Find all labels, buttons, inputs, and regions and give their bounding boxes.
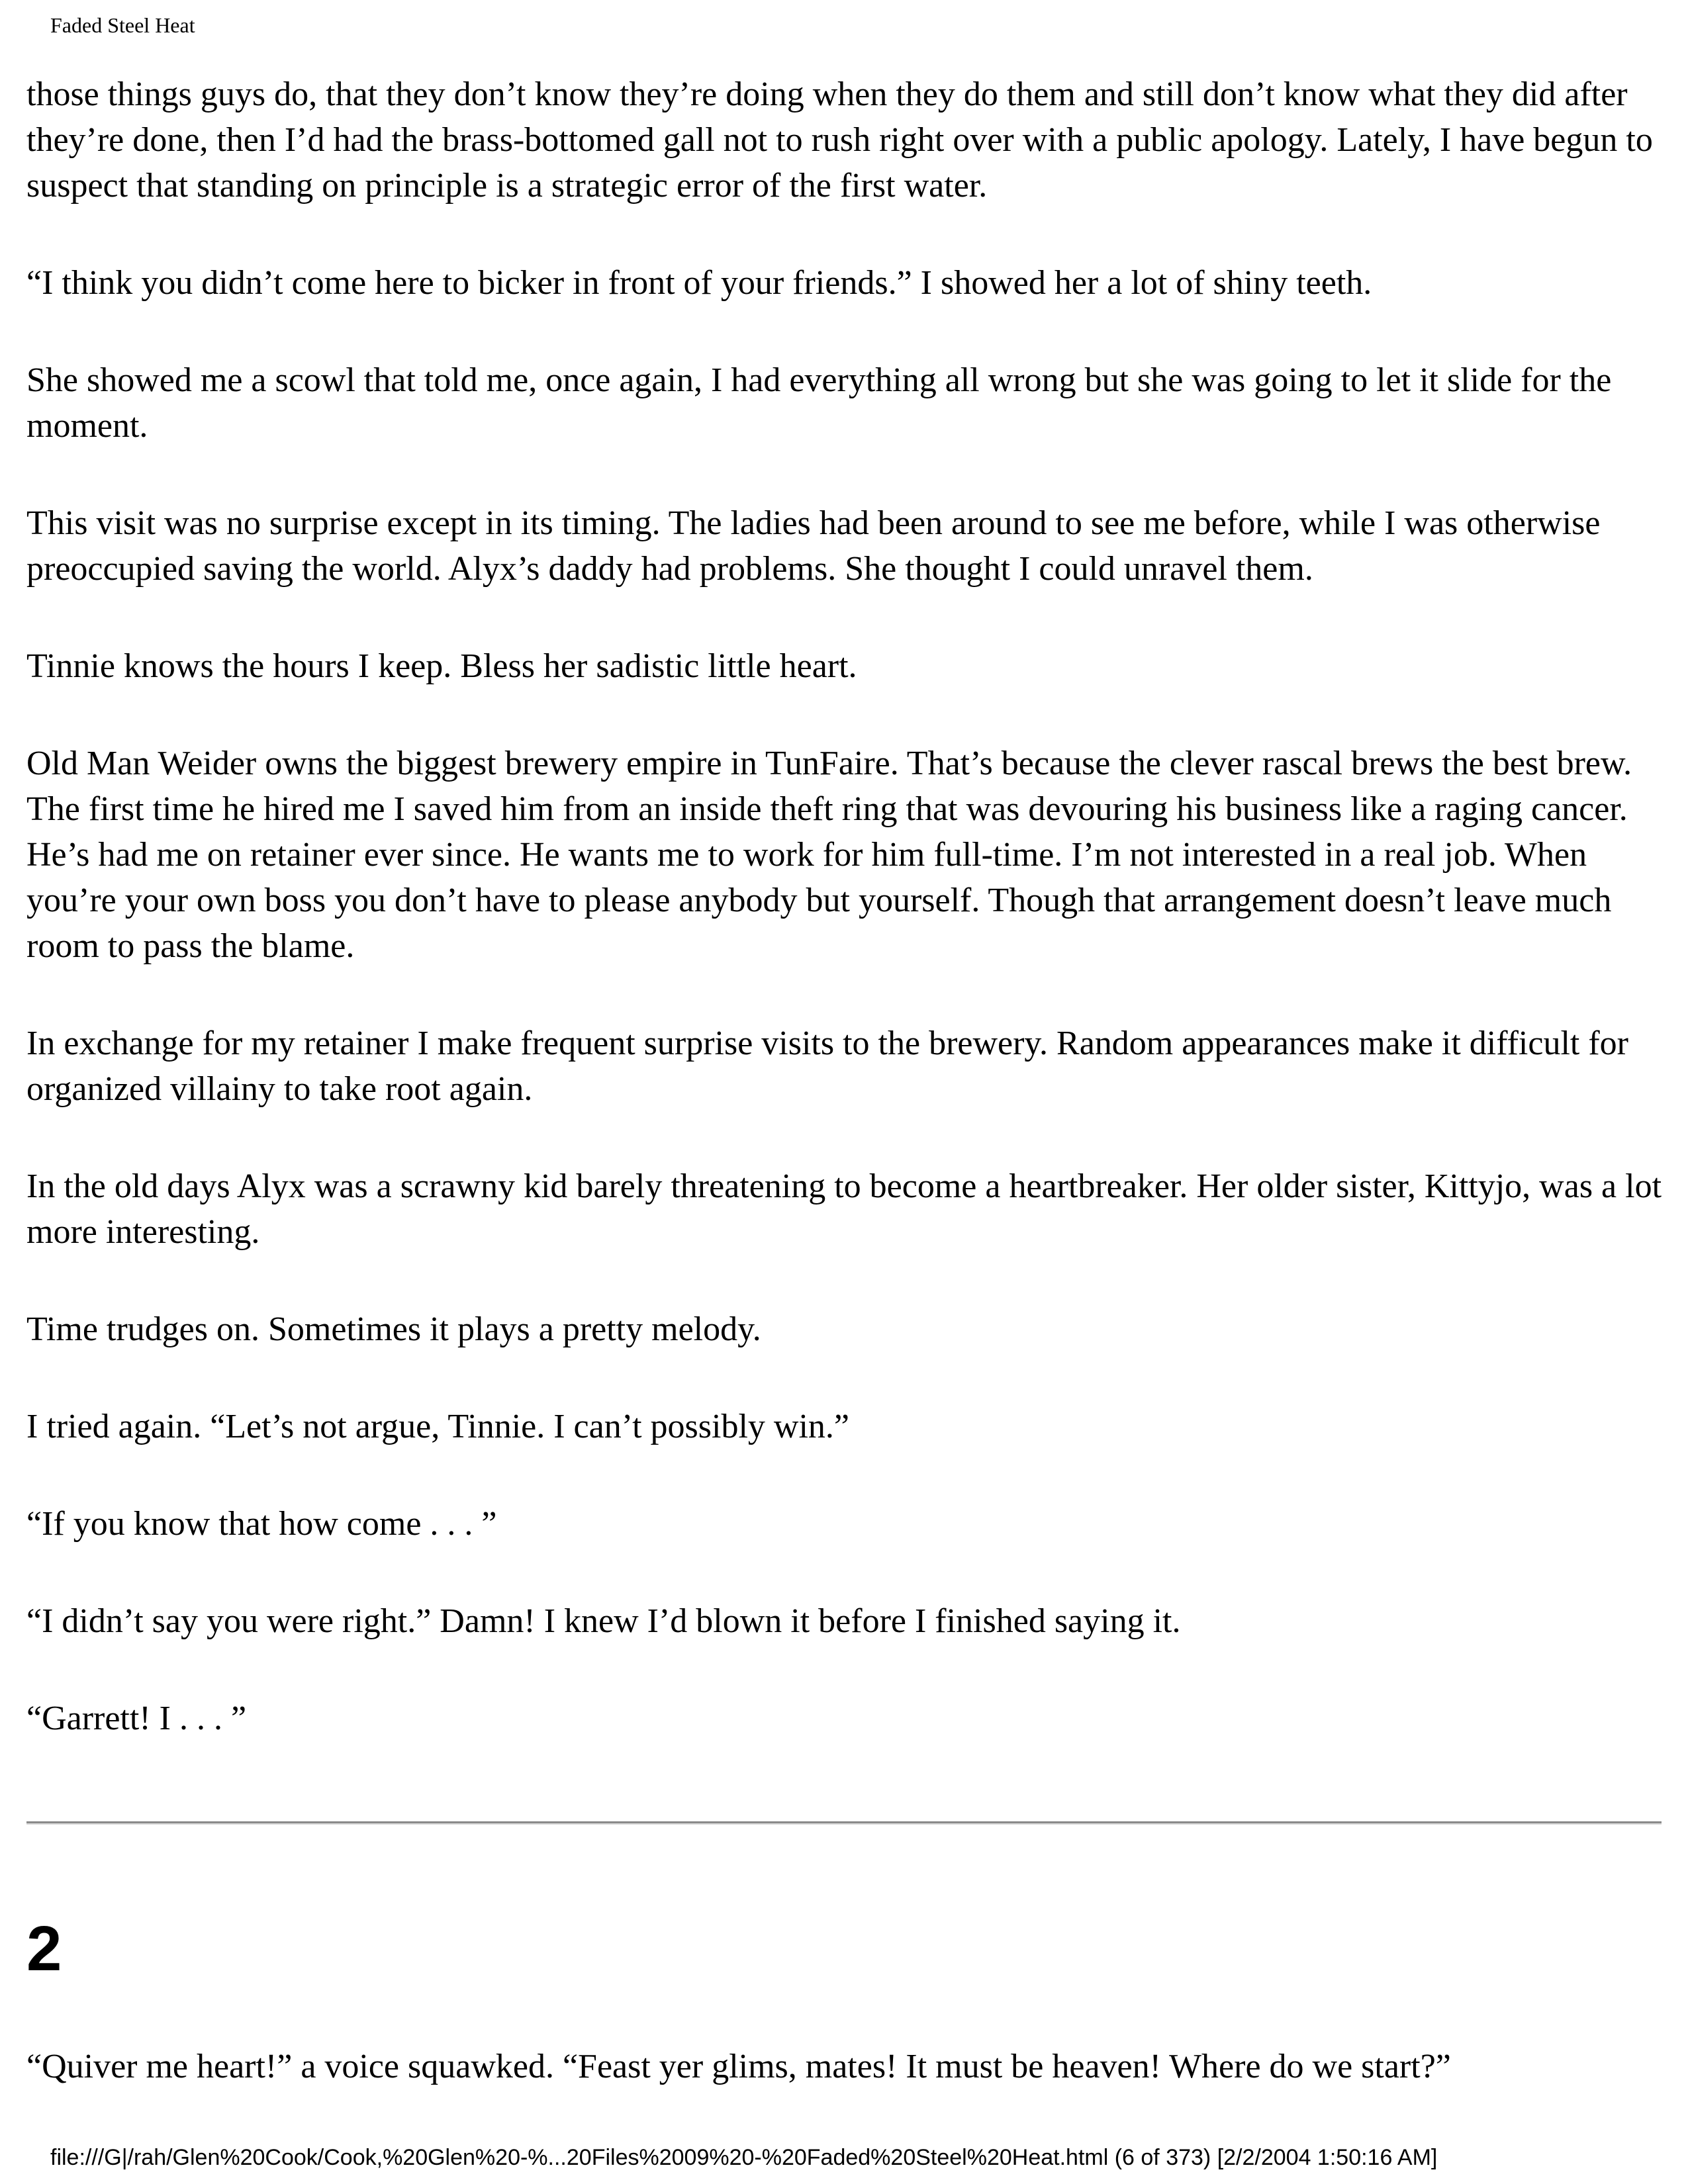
paragraph: Time trudges on. Sometimes it plays a pretty melody. [26,1310,761,1348]
paragraph: In exchange for my retainer I make frequent surprise visits to the brewery. Random appearances make it difficult for organized villainy to take root again. [26,1024,1628,1108]
document-body [26,71,1681,1793]
chapter-first-paragraph: “Quiver me heart!” a voice squawked. “Feast yer glims, mates! It must be heaven! Where do we start?” [26,2048,1451,2085]
paragraph: “If you know that how come . . . ” [26,1505,497,1543]
paragraph: Tinnie knows the hours I keep. Bless her sadistic little heart. [26,647,857,685]
paragraph: I tried again. “Let’s not argue, Tinnie. I can’t possibly win.” [26,1408,849,1445]
paragraph: those things guys do, that they don’t know they’re doing when they do them and still don’t know what they did after they’re done, then I’d had the brass-bottomed gall not to rush right over with a public apology. Lately, I have begun to suspect that standing on principle is a strategic error of the first water. [26,75,1653,205]
paragraph: “I think you didn’t come here to bicker in front of your friends.” I showed her a lot of shiny teeth. [26,264,1372,302]
paragraph: In the old days Alyx was a scrawny kid barely threatening to become a heartbreaker. Her older sister, Kittyjo, was a lot more interesting. [26,1167,1662,1251]
page-footer-url: file:///G|/rah/Glen%20Cook/Cook,%20Glen%20-%...20Files%2009%20-%20Faded%20Steel%20Heat.html (6 of 373) [2/2/2004 1:50:16 AM] [50,2145,1438,2170]
chapter-number-heading: 2 [26,1913,62,1984]
page-header-title: Faded Steel Heat [50,13,195,37]
paragraph: This visit was no surprise except in its timing. The ladies had been around to see me before, while I was otherwise preoccupied saving the world. Alyx’s daddy had problems. She thought I could unravel them. [26,504,1601,588]
section-divider [26,1821,1662,1825]
paragraph: Old Man Weider owns the biggest brewery empire in TunFaire. That’s because the clever rascal brews the best brew. The first time he hired me I saved him from an inside theft ring that was devouring his business like a raging cancer. He’s had me on retainer ever since. He wants me to work for him full-time. I’m not interested in a real job. When you’re your own boss you don’t have to please anybody but yourself. Though that arrangement doesn’t leave much room to pass the blame. [26,745,1632,965]
paragraph: “I didn’t say you were right.” Damn! I knew I’d blown it before I finished saying it. [26,1602,1181,1640]
paragraph: “Garrett! I . . . ” [26,1700,247,1737]
paragraph: She showed me a scowl that told me, once again, I had everything all wrong but she was going to let it slide for the moment. [26,361,1612,445]
